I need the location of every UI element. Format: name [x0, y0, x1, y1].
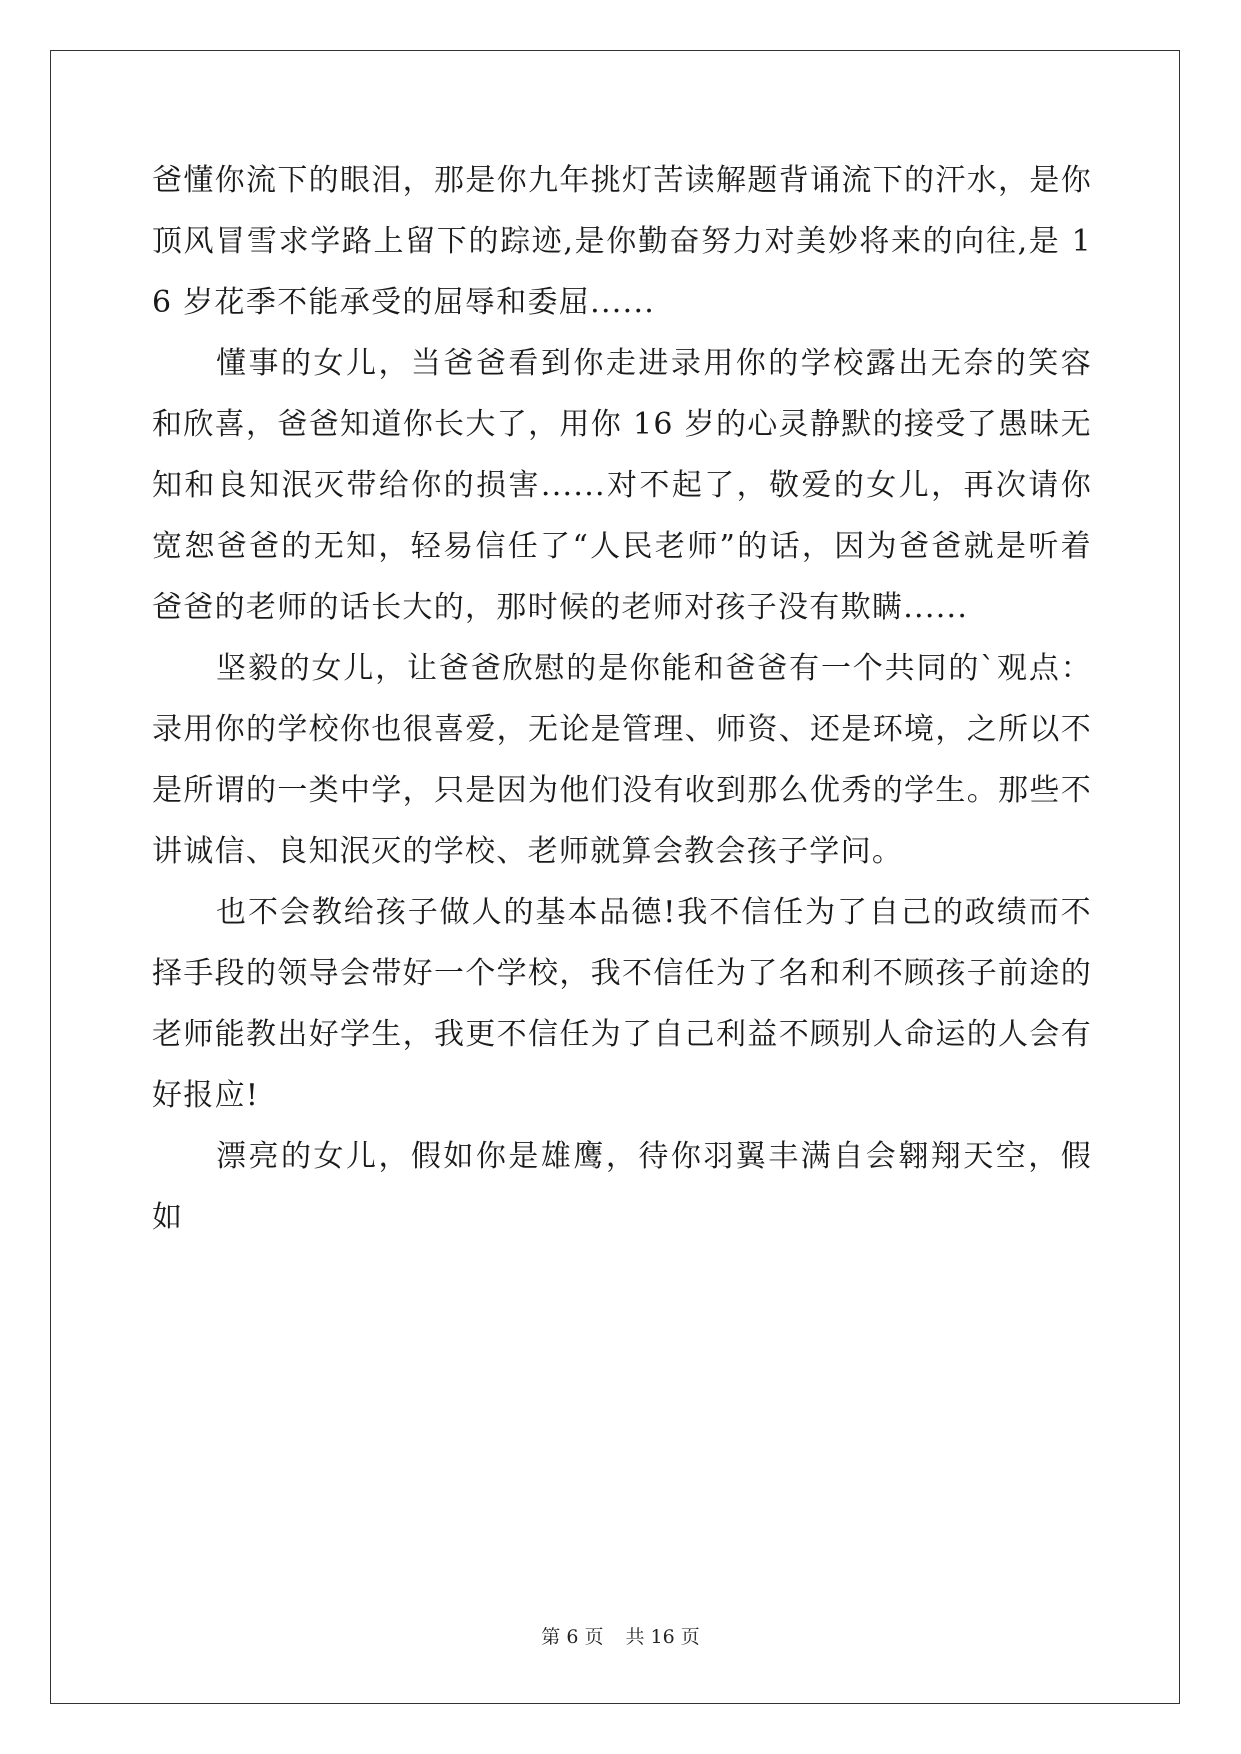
paragraph-4: 也不会教给孩子做人的基本品德!我不信任为了自己的政绩而不择手段的领导会带好一个学校，我不信任为了名和利不顾孩子前途的老师能教出好学生，我更不信任为了自己利益不顾别人命运的人会有好报应!	[152, 895, 1092, 1113]
page-total: 共 16 页	[625, 1626, 700, 1648]
paragraph-3: 坚毅的女儿，让爸爸欣慰的是你能和爸爸有一个共同的`观点：录用你的学校你也很喜爱，无论是管理、师资、还是环境，之所以不是所谓的一类中学，只是因为他们没有收到那么优秀的学生。那些不讲诚信、良知泯灭的学校、老师就算会教会孩子学问。	[152, 651, 1092, 869]
document-body	[152, 150, 1092, 1248]
paragraph-5: 漂亮的女儿，假如你是雄鹰，待你羽翼丰满自会翱翔天空，假如	[152, 1139, 1092, 1235]
paragraph-1: 爸懂你流下的眼泪，那是你九年挑灯苦读解题背诵流下的汗水，是你顶风冒雪求学路上留下的踪迹,是你勤奋努力对美妙将来的向往,是 16 岁花季不能承受的屈辱和委屈......	[152, 163, 1092, 320]
page-footer	[0, 1622, 1241, 1649]
paragraph-2: 懂事的女儿，当爸爸看到你走进录用你的学校露出无奈的笑容和欣喜，爸爸知道你长大了，用你 16 岁的心灵静默的接受了愚昧无知和良知泯灭带给你的损害......对不起了，敬爱的女儿，再次请你宽恕爸爸的无知，轻易信任了“人民老师”的话，因为爸爸就是听着爸爸的老师的话长大的，那时候的老师对孩子没有欺瞒......	[152, 346, 1092, 625]
page-number: 第 6 页	[541, 1626, 604, 1648]
